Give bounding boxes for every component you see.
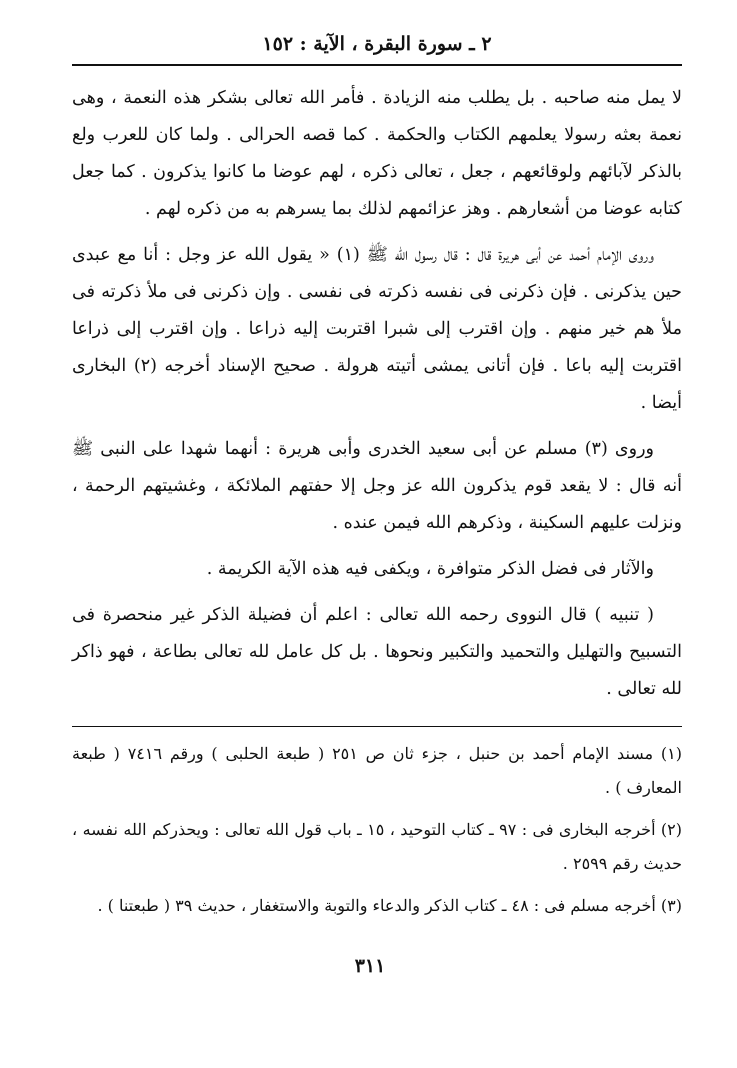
- paragraph: لا يمل منه صاحبه . بل يطلب منه الزيادة . فأمر الله تعالى بشكر هذه النعمة ، وهى نعمة بعثه رسولا يعلمهم الكتاب والحكمة . كما قصه الحرالى . ولما كان للعرب ولع بالذكر لآبائهم ولوقائعهم ، جعل ، تعالى ذكره ، لهم عوضا ما كانوا يذكرون . كما جعل كتابه عوضا من أشعارهم . وهز عزائمهم لذلك بما يسرهم به من ذكره لهم .: [72, 88, 682, 219]
- footnote: (٣) أخرجه مسلم فى : ٤٨ ـ كتاب الذكر والدعاء والتوبة والاستغفار ، حديث ٣٩ ( طبعتنا ) .: [97, 896, 682, 915]
- footnote: (١) مسند الإمام أحمد بن حنبل ، جزء ثان ص ٢٥١ ( طبعة الحلبى ) ورقم ٧٤١٦ ( طبعة المعارف ) .: [72, 744, 682, 797]
- running-head: ٢ ـ سورة البقرة ، الآية : ١٥٢: [262, 33, 492, 55]
- paragraph: ( تنبيه ) قال النووى رحمه الله تعالى : اعلم أن فضيلة الذكر غير منحصرة فى التسبيح والتهليل والتحميد والتكبير ونحوها . بل كل عامل لله تعالى بطاعة ، فهو ذاكر لله تعالى .: [72, 605, 682, 699]
- paragraph: والآثار فى فضل الذكر متوافرة ، ويكفى فيه هذه الآية الكريمة .: [206, 559, 654, 579]
- header-rule: [72, 64, 682, 66]
- page: [72, 28, 682, 931]
- footnotes: [72, 737, 682, 923]
- footnote: (٢) أخرجه البخارى فى : ٩٧ ـ كتاب التوحيد ، ١٥ ـ باب قول الله تعالى : ويحذركم الله نفسه ، حديث رقم ٢٥٩٩ .: [72, 820, 682, 873]
- body-text: [72, 80, 682, 708]
- footnote-rule: [72, 726, 682, 727]
- page-number: ٣١١: [354, 955, 386, 977]
- paragraph: وروى الإمام أحمد عن أبى هريرة قال : قال رسول الله ﷺ (١) « يقول الله عز وجل : أنا مع عبدى حين يذكرنى . فإن ذكرنى فى نفسه ذكرته فى نفسى . وإن ذكرنى فى ملأ ذكرته فى ملأ هم خير منهم . وإن اقترب إلى شبرا اقتربت إليه ذراعا . وإن اقترب إلى ذراعا اقتربت إليه باعا . فإن أتانى يمشى أتيته هرولة . صحيح الإسناد أخرجه (٢) البخارى أيضا .: [72, 245, 682, 413]
- paragraph: وروى (٣) مسلم عن أبى سعيد الخدرى وأبى هريرة : أنهما شهدا على النبى ﷺ أنه قال : لا يقعد قوم يذكرون الله عز وجل إلا حفتهم الملائكة ، وغشيتهم الرحمة ، ونزلت عليهم السكينة ، وذكرهم الله فيمن عنده .: [72, 439, 682, 533]
